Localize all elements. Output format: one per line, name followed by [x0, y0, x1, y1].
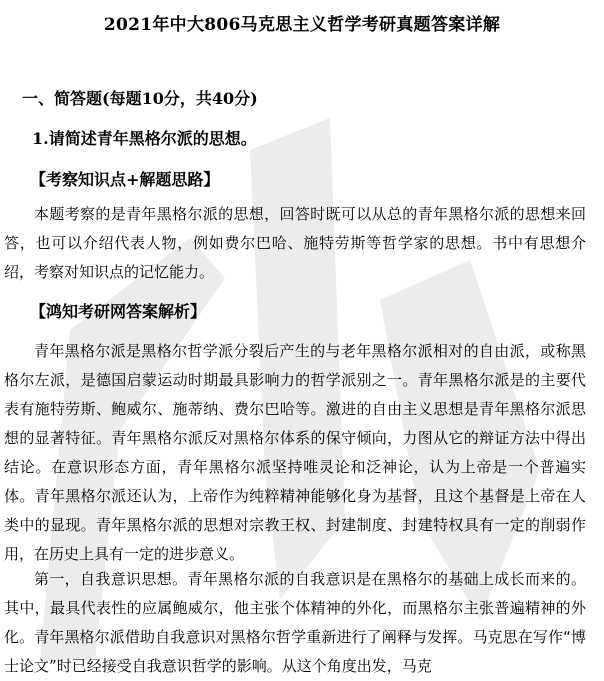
analysis-paragraph: 本题考察的是青年黑格尔派的思想，回答时既可以从总的青年黑格尔派的思想来回答，也可以介绍代表人物，例如费尔巴哈、施特劳斯等哲学家的思想。书中有思想介绍，考察对知识点的记忆能力。: [4, 205, 586, 281]
answer-tag: 【鸿知考研网答案解析】: [30, 302, 207, 321]
answer-paragraph-2: 第一，自我意识思想。青年黑格尔派的自我意识是在黑格尔的基础上成长而来的。其中，最具代表性的应属鲍威尔，他主张个体精神的外化，而黑格尔主张普遍精神的外化。青年黑格尔派借助自我意识对黑格尔哲学重新进行了阐释与发挥。马克思在写作“博士论文”时已经接受自我意识哲学的影响。从这个角度出发，马克: [4, 570, 586, 675]
answer-paragraph-1: 青年黑格尔派是黑格尔哲学派分裂后产生的与老年黑格尔派相对的自由派，或称黑格尔左派，是德国启蒙运动时期最具影响力的哲学派别之一。青年黑格尔派是的主要代表有施特劳斯、鲍威尔、施蒂纳、费尔巴哈等。激进的自由主义思想是青年黑格尔派思想的显著特征。青年黑格尔派反对黑格尔体系的保守倾向，力图从它的辩证方法中得出结论。在意识形态方面，青年黑格尔派坚持唯灵论和泛神论，认为上帝是一个普遍实体。青年黑格尔派还认为，上帝作为纯粹精神能够化身为基督，且这个基督是上帝在人类中的显现。青年黑格尔派的思想对宗教王权、封建制度、封建特权具有一定的削弱作用，在历史上具有一定的进步意义。: [4, 342, 586, 563]
section-heading: 一、简答题(每题10分，共40分): [22, 89, 258, 108]
analysis-points-tag: 【考察知识点+解题思路】: [30, 170, 220, 189]
question-heading: 1.请简述青年黑格尔派的思想。: [32, 129, 257, 148]
document-title: 2021年中大806马克思主义哲学考研真题答案详解: [103, 15, 501, 35]
